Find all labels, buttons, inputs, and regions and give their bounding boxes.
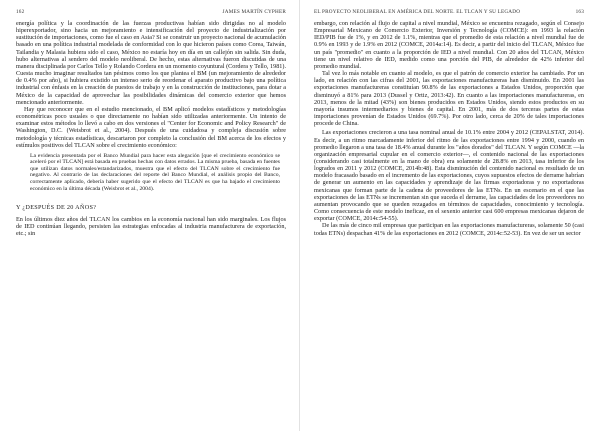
- section-heading: Y ¿DESPUÉS DE 20 AÑOS?: [16, 204, 97, 212]
- body-paragraph: Las exportaciones crecieron a una tasa nominal anual de 10.1% entre 2004 y 2012 (CEPALSTAT, 2014). Es decir, a un ritmo marcadamente inferior del ritmo de las exportaciones entre 1994 y 2000, cuando en promedio llegaron a una tasa de 18.4% anual durante los "años dorados" del TLCAN. Y según COMCE —la organización empresarial cupular en el comercio exterior—, el contenido nacional de las exportaciones (considerando casi totalmente en la mano de obra) era solamente de 28.8% en 2013, tasa inferior de los logrados en 2011 y 2012 (COMCE, 2014b:48). Esta disminución del contenido nacional es resultado de un modelo fracasado basado en el incremento de las exportaciones, cuyos supuestos efectos de derrame habrían de generar un aumento en las capacidades y aprendizaje de las firmas exportadoras y no exportadoras mexicanas que forman parte de la cadena de proveedores de las ETNs. En un escenario en el que las exportaciones de las ETNs se incrementan sin que suceda el derrame, las capacidades de los proveedores no aumentan provocando que se queden rezagados en términos de capacidades, conocimiento y tecnología. Como consecuencia de este modelo ineficaz, en el sexenio anterior casi 600 empresas mexicanas dejaron de exportar (COMCE, 2014c:54-55).: [314, 129, 584, 223]
- body-paragraph: Hay que reconocer que en el estudio mencionado, el BM aplicó modelos estadísticos y metodologías econométricas poco usuales o que directamente no habían sido utilizadas anteriormente. Un intento de examinar estos métodos lo llevó a cabo en dos versiones el "Center for Economic and Policy Research" de Washington, D.C. (Weisbrot et al., 2004). Después de una cuidadosa y compleja discusión sobre metodología y técnicas estadísticas, descartaron por completo la conclusión del BM acerca de los efectos y estímulos positivos del TLCAN sobre el crecimiento económico:: [16, 105, 286, 149]
- quote-text: La evidencia presentada por el Banco Mundial para hacer esta alegación [que el crecimiento económico se aceleró por el TLCAN] está basada en pruebas hechas con datos errados. La misma prueba, basada en fuentes que utilizan datos normales/estandarizados, muestra que el efecto del TLCAN sobre el crecimiento fue negativo. Al contrario de las declaraciones del reporte del Banco Mundial, el análisis propio del Banco, correctamente aplicado, debería haber sugerido que el efecto del TLCAN es que ha bajado el crecimiento económico en la última década (Weisbrot et al., 2004).: [30, 152, 280, 192]
- body-paragraph: Tal vez lo más notable en cuanto al modelo, es que el patrón de comercio exterior ha cambiado. Por un lado, en relación con las cifras del 2001, las exportaciones manufactureras han disminuido. En 2001 las exportaciones manufactureras constituían 90.8% de las exportaciones a Estados Unidos, proporción que disminuyó a 81% para 2013 (Dussel y Ortiz, 2013:42). En cuanto a las importaciones manufactureras, en 2013, menos de la mitad (43%) son bienes producidos en Estados Unidos, siendo estos productos en su mayoría insumos intermediarios y bienes de capital. En 2001, más de dos terceras partes de estas importaciones provenían de Estados Unidos (69.7%). Por otro lado, cerca de 20% de tales importaciones procede de China.: [314, 70, 584, 128]
- body-paragraph: De las más de cinco mil empresas que participan en las exportaciones manufactureras, solamente 50 (casi todas ETNs) despachan 41% de las exportaciones en 2012 (COMCE, 2014c:52-53). En vez de ser un sector: [314, 222, 584, 237]
- running-head: JAMES MARTÍN CYPHER: [222, 9, 286, 15]
- left-page-header: [16, 9, 286, 15]
- page-number: 163: [575, 9, 584, 15]
- running-head: EL PROYECTO NEOLIBERAL EN AMÉRICA DEL NORTE. EL TLCAN Y SU LEGADO: [314, 9, 521, 15]
- body-paragraph: energía política y la coordinación de las fuerzas productivas habían sido dirigidas no al modelo hiperexportador, sino hacia un mejoramiento e intensificación del proyecto de industrialización por sustitución de importaciones, como fue el caso en Asia? Si se construir un proyecto nacional de acumulación basado en una política industrial modelada de conformidad con lo que hicieron países como Corea, Taiwán, Tailandia y Malasia hubiera sido el caso, México no estaría hoy en día en un callejón sin salida. Sin duda, hubo alternativas al sendero del modelo neoliberal. De hecho, estas alternativas fueron discutidas de una manera disciplinada por Carlos Tello y Rolando Cordera en un momento coyuntural (Cordera y Tello, 1981). Cuesta mucho imaginar resultados tan pésimos como los que plantea el BM (un mejoramiento de alrededor de 0.4% por año), si hubiera existido un intenso serio de reordenar el aparato productivo bajo una política industrial con énfasis en la creación de puestos de trabajo y en la construcción de instituciones, para dotar a México de la capacidad de aprovechar las posibilidades dinámicas del comercio exterior que hemos mencionado anteriormente.: [16, 20, 286, 106]
- page-number: 162: [16, 9, 25, 15]
- body-paragraph: En los últimos diez años del TLCAN los cambios en la economía nacional han sido marginales. Los flujos de IED continúan llegando, persisten las estrategias enfocadas al industria manufacturera de exportación, etc.; sin: [16, 216, 286, 238]
- block-quote: [30, 153, 280, 192]
- body-paragraph: embargo, con relación al flujo de capital a nivel mundial, México se encuentra rezagado, según el Consejo Empresarial Mexicano de Comercio Exterior, Inversión y Tecnología (COMCE): en 1993 la relación IED/PIB fue de 1%, y en 2012 de 1.1%, mientras que el promedio de esta relación a nivel mundial fue de 0.9% en 1993 y de 1.9% en 2012 (COMCE, 2014a:14). Es decir, a partir del inicio del TLCAN, México fue un país "promedio" en cuanto a la proporción de IED a nivel mundial. Con 20 años del TLCAN, México tiene un nivel relativo de IED, medido como una porción del PIB, de alrededor de 42% inferior del promedio mundial.: [314, 20, 584, 70]
- right-page-header: [314, 9, 584, 15]
- right-page: [300, 0, 600, 431]
